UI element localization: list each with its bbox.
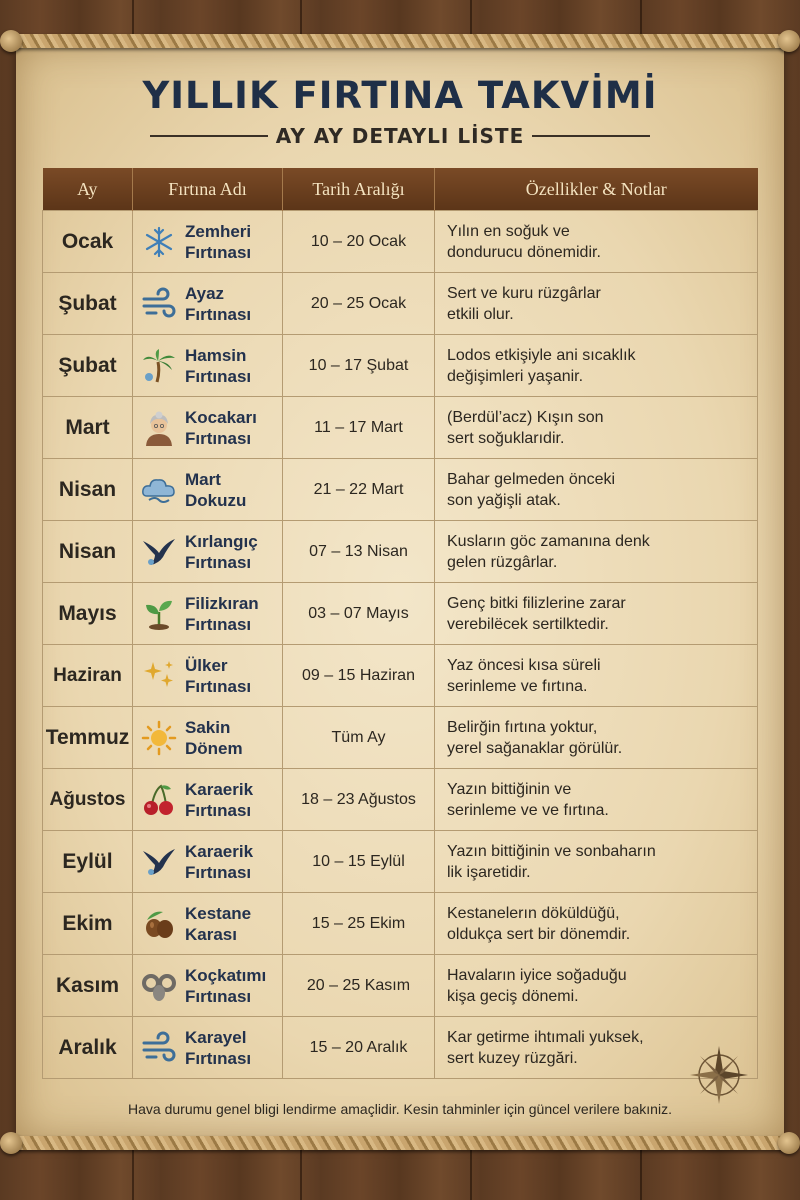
date-range-cell: 10 – 17 Şubat (283, 335, 435, 397)
storm-name-cell (133, 955, 283, 1017)
storm-cloud-icon (141, 472, 177, 508)
date-range-cell: 21 – 22 Mart (283, 459, 435, 521)
note-line2: oldukça sert bir dönemdir. (447, 925, 631, 943)
storm-name-line1: Kocakarı (185, 407, 257, 427)
note-line2: kişa geciş dönemi. (447, 987, 579, 1005)
date-range-cell: 07 – 13 Nisan (283, 521, 435, 583)
storm-name-line2: Fırtınası (185, 800, 252, 820)
rope-knot (0, 1132, 22, 1154)
month-cell: Mayıs (43, 583, 133, 645)
storm-name-cell (133, 893, 283, 955)
ram-horns-icon (141, 968, 177, 1004)
note-line2: serinleme ve fırtına. (447, 677, 588, 695)
storm-name-line1: Kestane (185, 903, 252, 923)
note-line1: (Berdül’acz) Kışın son (447, 408, 604, 426)
month-cell: Nisan (43, 459, 133, 521)
month-cell: Haziran (43, 645, 133, 707)
note-line2: yerel sağanaklar görülür. (447, 739, 623, 757)
storm-name-cell (133, 459, 283, 521)
storm-name-line1: Mart (185, 469, 221, 489)
table-row (43, 955, 758, 1017)
header-storm-name: Fırtına Adı (133, 168, 283, 211)
storm-name-line1: Sakin (185, 717, 231, 737)
month-cell: Temmuz (43, 707, 133, 769)
storm-name-line2: Fırtınası (185, 242, 252, 262)
cherries-icon (141, 782, 177, 818)
note-line1: Belirğin fırtına yoktur, (447, 718, 598, 736)
table-row (43, 397, 758, 459)
note-line1: Kar getirme ihtımali yuksek, (447, 1028, 644, 1046)
table-header-row (43, 168, 758, 211)
storm-name-cell (133, 335, 283, 397)
month-cell: Ekim (43, 893, 133, 955)
header-date-range: Tarih Aralığı (283, 168, 435, 211)
storm-name-line2: Fırtınası (185, 304, 252, 324)
swallow-icon (141, 844, 177, 880)
storm-name-line1: Zemheri (185, 221, 252, 241)
subtitle-rule-left (150, 135, 268, 137)
notes-cell (435, 893, 758, 955)
rope-knot (0, 30, 22, 52)
notes-cell (435, 335, 758, 397)
storm-name-cell (133, 273, 283, 335)
note-line1: Kusların göc zamanına denk (447, 532, 650, 550)
table-row (43, 583, 758, 645)
storm-name-line2: Fırtınası (185, 676, 252, 696)
month-cell: Şubat (43, 273, 133, 335)
storm-calendar-table (42, 168, 758, 1079)
wind-icon (141, 286, 177, 322)
notes-cell (435, 769, 758, 831)
storm-name-cell (133, 397, 283, 459)
note-line1: Yaz öncesi kısa süreli (447, 656, 601, 674)
note-line1: Havaların iyice soğaduğu (447, 966, 627, 984)
note-line1: Lodos etkişiyle ani sıcaklık (447, 346, 636, 364)
sprout-icon (141, 596, 177, 632)
month-cell: Kasım (43, 955, 133, 1017)
top-rope (4, 34, 796, 48)
storm-name-line1: Filizkıran (185, 593, 259, 613)
month-cell: Şubat (43, 335, 133, 397)
month-cell: Mart (43, 397, 133, 459)
snowflake-icon (141, 224, 177, 260)
note-line2: sert soğuklarıdir. (447, 429, 565, 447)
note-line2: dondurucu dönemidir. (447, 243, 601, 261)
subtitle-row (0, 124, 800, 148)
notes-cell (435, 211, 758, 273)
notes-cell (435, 459, 758, 521)
wind-icon (141, 1030, 177, 1066)
storm-name-line2: Fırtınası (185, 428, 252, 448)
storm-name-line2: Fırtınası (185, 366, 252, 386)
rope-knot (778, 1132, 800, 1154)
storm-name-line2: Fırtınası (185, 1048, 252, 1068)
month-cell: Nisan (43, 521, 133, 583)
storm-name-line2: Dokuzu (185, 490, 247, 510)
note-line1: Yazın bittiğinin ve (447, 780, 572, 798)
storm-name-line1: Kırlangıç (185, 531, 258, 551)
bottom-rope (4, 1136, 796, 1150)
table-row (43, 893, 758, 955)
month-cell: Ocak (43, 211, 133, 273)
storm-name-cell (133, 1017, 283, 1079)
storm-name-cell (133, 521, 283, 583)
storm-name-line2: Fırtınası (185, 614, 252, 634)
date-range-cell: 20 – 25 Kasım (283, 955, 435, 1017)
page-title: YILLIK FIRTINA TAKVİMİ (142, 74, 658, 117)
storm-name-line1: Ülker (185, 655, 228, 675)
notes-cell (435, 273, 758, 335)
date-range-cell: 15 – 20 Aralık (283, 1017, 435, 1079)
notes-cell (435, 645, 758, 707)
date-range-cell: 20 – 25 Ocak (283, 273, 435, 335)
notes-cell (435, 521, 758, 583)
storm-name-line2: Dönem (185, 738, 243, 758)
note-line2: lik işaretidir. (447, 863, 531, 881)
date-range-cell: 10 – 15 Eylül (283, 831, 435, 893)
page-subtitle: AY AY DETAYLI LİSTE (275, 124, 525, 148)
storm-name-line2: Fırtınası (185, 552, 252, 572)
storm-name-cell (133, 831, 283, 893)
storm-name-cell (133, 211, 283, 273)
date-range-cell: 11 – 17 Mart (283, 397, 435, 459)
storm-name-line1: Karaerik (185, 841, 254, 861)
note-line1: Bahar gelmeden önceki (447, 470, 616, 488)
chestnut-icon (141, 906, 177, 942)
table-row (43, 707, 758, 769)
note-line1: Yılın en soğuk ve (447, 222, 570, 240)
month-cell: Aralık (43, 1017, 133, 1079)
note-line2: etkili olur. (447, 305, 514, 323)
date-range-cell: 09 – 15 Haziran (283, 645, 435, 707)
month-cell: Ağustos (43, 769, 133, 831)
note-line2: serinleme ve ve fırtına. (447, 801, 609, 819)
note-line1: Yazın bittiğinin ve sonbaharın (447, 842, 656, 860)
subtitle-rule-right (532, 135, 650, 137)
notes-cell (435, 397, 758, 459)
notes-cell (435, 955, 758, 1017)
sparkles-icon (141, 658, 177, 694)
table-row (43, 769, 758, 831)
table-row (43, 273, 758, 335)
table-row (43, 831, 758, 893)
storm-name-cell (133, 769, 283, 831)
notes-cell (435, 831, 758, 893)
note-line1: Kestanelerın döküldüğü, (447, 904, 620, 922)
date-range-cell: 15 – 25 Ekim (283, 893, 435, 955)
storm-name-cell (133, 583, 283, 645)
note-line2: son yağişli atak. (447, 491, 561, 509)
note-line2: sert kuzey rüzgări. (447, 1049, 578, 1067)
disclaimer-footer: Hava durumu genel bligi lendirme amaçlidir. Kesin tahminler için güncel verilere bakıniz. (128, 1101, 672, 1117)
storm-name-line1: Ayaz (185, 283, 225, 303)
compass-rose-icon (688, 1044, 750, 1106)
table-row (43, 459, 758, 521)
storm-name-line1: Hamsin (185, 345, 247, 365)
rope-knot (778, 30, 800, 52)
month-cell: Eylül (43, 831, 133, 893)
header-month: Ay (43, 168, 133, 211)
note-line2: verebilëcek sertilktedir. (447, 615, 609, 633)
note-line1: Sert ve kuru rüzgârlar (447, 284, 601, 302)
table-row (43, 645, 758, 707)
note-line2: gelen rüzgârlar. (447, 553, 558, 571)
date-range-cell: 18 – 23 Ağustos (283, 769, 435, 831)
table-row (43, 211, 758, 273)
storm-name-cell (133, 645, 283, 707)
storm-name-line2: Fırtınası (185, 862, 252, 882)
table-row (43, 521, 758, 583)
storm-name-line2: Fırtınası (185, 986, 252, 1006)
old-woman-icon (141, 410, 177, 446)
note-line1: Genç bitki filizlerine zarar (447, 594, 626, 612)
table-row (43, 335, 758, 397)
storm-name-line1: Koçkatımı (185, 965, 267, 985)
date-range-cell: 03 – 07 Mayıs (283, 583, 435, 645)
header-notes: Özellikler & Notlar (435, 168, 758, 211)
storm-name-cell (133, 707, 283, 769)
storm-name-line2: Karası (185, 924, 237, 944)
note-line2: değişimleri yaşanir. (447, 367, 584, 385)
storm-name-line1: Karaerik (185, 779, 254, 799)
table-row (43, 1017, 758, 1079)
sun-icon (141, 720, 177, 756)
notes-cell (435, 583, 758, 645)
palm-tree-icon (141, 348, 177, 384)
date-range-cell: 10 – 20 Ocak (283, 211, 435, 273)
notes-cell (435, 707, 758, 769)
date-range-cell: Tüm Ay (283, 707, 435, 769)
storm-name-line1: Karayel (185, 1027, 247, 1047)
swallow-icon (141, 534, 177, 570)
